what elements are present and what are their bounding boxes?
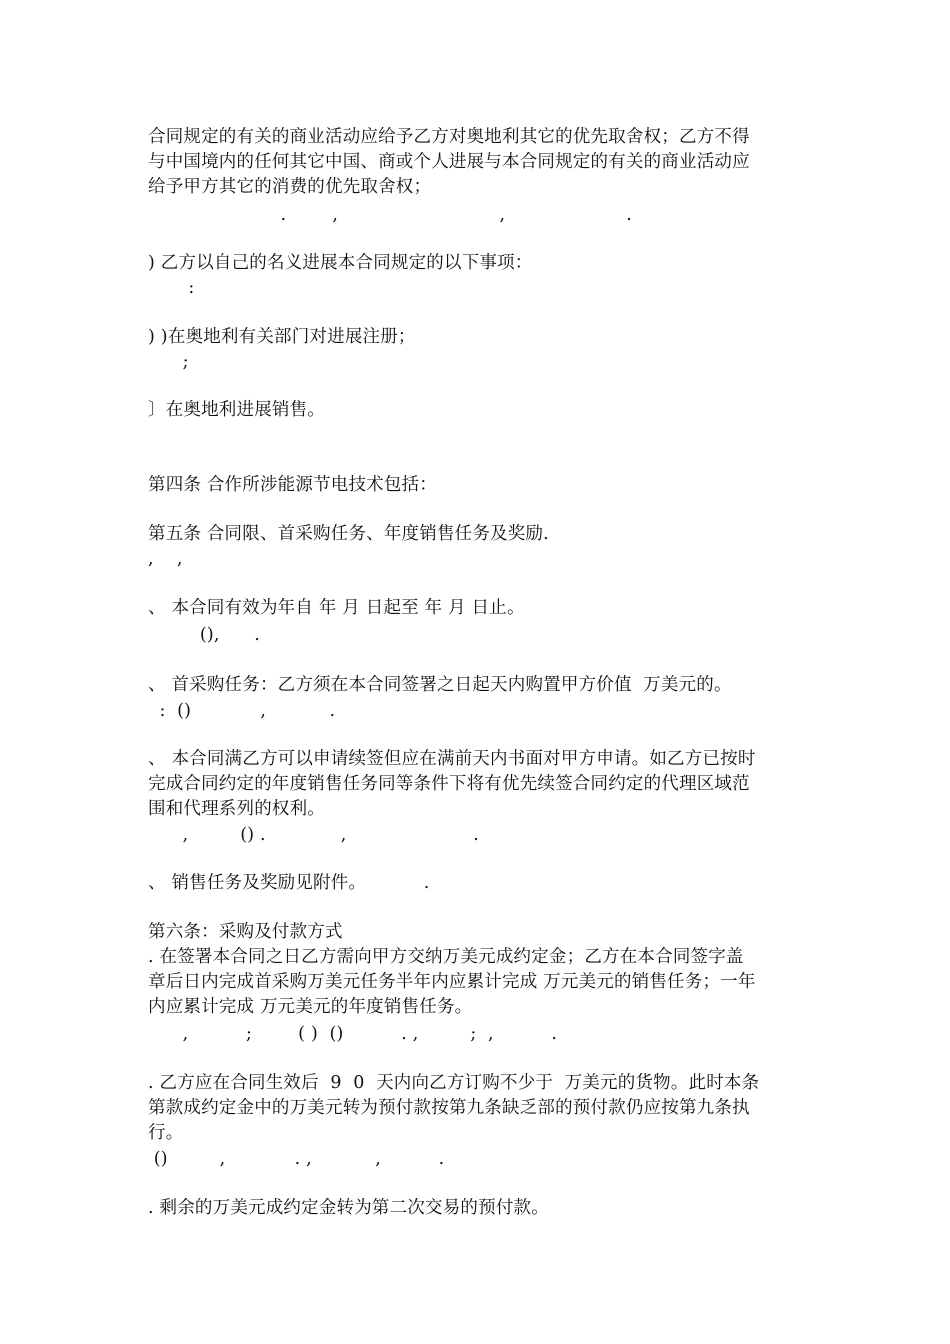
text-line: . 乙方应在合同生效后 9 0 天内向乙方订购不少于 万美元的货物。此时本条 [148, 1073, 760, 1093]
text-line: 、 本合同满乙方可以申请续签但应在满前天内书面对甲方申请。如乙方已按时 [148, 749, 756, 769]
text-line: ; [148, 352, 189, 372]
text-line: . 在签署本合同之日乙方需向甲方交纳万美元成约定金；乙方在本合同签字盖 [148, 947, 744, 967]
text-line: 合同规定的有关的商业活动应给予乙方对奥地利其它的优先取舍权；乙方不得 [148, 127, 750, 147]
text-line: ) )在奥地利有关部门对进展注册； [148, 327, 416, 347]
text-line: () , . , , . [148, 1149, 445, 1169]
text-line: . , , . [148, 205, 633, 225]
text-line: 围和代理系列的权利。 [148, 799, 325, 819]
text-line: 、 首采购任务：乙方须在本合同签署之日起天内购置甲方价值 万美元的。 [148, 675, 732, 695]
text-line: 行。 [148, 1123, 184, 1143]
text-line: , () . , . [148, 825, 480, 845]
text-line: (), . [148, 625, 261, 645]
section-heading: 第六条：采购及付款方式 [148, 922, 343, 942]
text-line: 完成合同约定的年度销售任务同等条件下将有优先续签合同约定的代理区域范 [148, 774, 750, 794]
text-line: , ; ( ) () . , ; , . [148, 1024, 558, 1044]
text-line: 第款成约定金中的万美元转为预付款按第九条缺乏部的预付款仍应按第九条执 [148, 1098, 750, 1118]
text-line: 内应累计完成 万元美元的年度销售任务。 [148, 997, 473, 1017]
text-line: 章后日内完成首采购万美元任务半年内应累计完成 万元美元的销售任务；一年 [148, 972, 756, 992]
text-line: . 剩余的万美元成约定金转为第二次交易的预付款。 [148, 1198, 549, 1218]
text-line: 、 本合同有效为年自 年 月 日起至 年 月 日止。 [148, 598, 525, 618]
text-line: : () , . [148, 701, 336, 721]
text-line: ) 乙方以自己的名义进展本合同规定的以下事项： [148, 253, 533, 273]
section-heading: 第四条 合作所涉能源节电技术包括： [148, 475, 437, 495]
text-line: , , [148, 549, 183, 569]
text-line: : [148, 278, 195, 298]
text-line: 给予甲方其它的消费的优先取舍权； [148, 177, 432, 197]
section-heading: 第五条 合同限、首采购任务、年度销售任务及奖励. [148, 524, 549, 544]
text-line: 〕在奥地利进展销售。 [148, 400, 325, 420]
text-line: 、 销售任务及奖励见附件。 . [148, 873, 430, 893]
text-line: 与中国境内的任何其它中国、商或个人进展与本合同规定的有关的商业活动应 [148, 152, 750, 172]
